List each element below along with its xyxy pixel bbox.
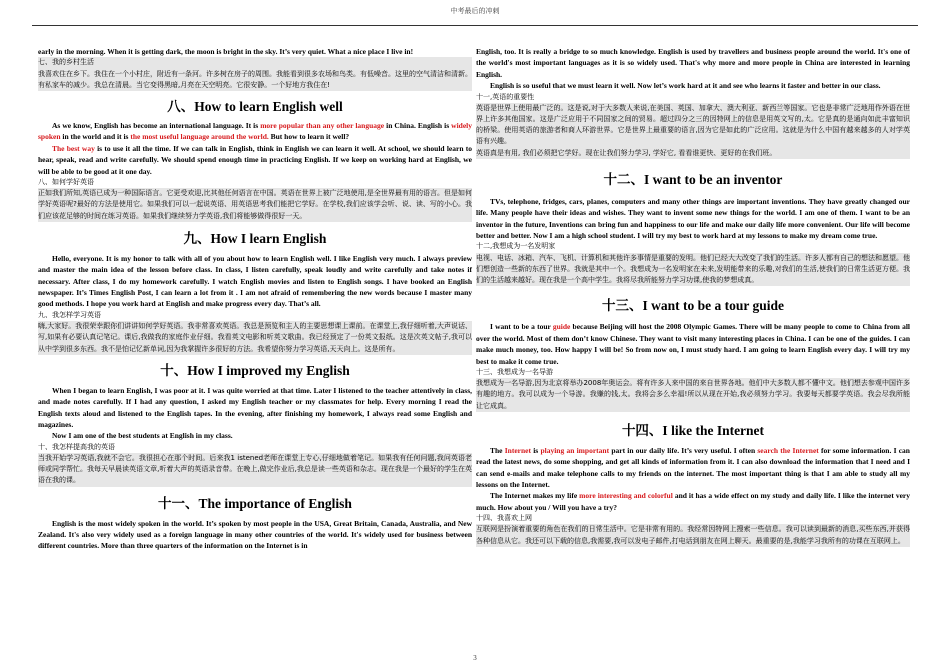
left-column: [38, 46, 472, 552]
highlight-phrase: widely spoken: [38, 121, 473, 142]
highlight-phrase: the most useful language around the world.: [130, 132, 269, 142]
s14-paragraph-2: The Internet makes my life more interesting and colorful and it has a wide effect on my study and daily life. I like the internet very much. How about you / Will you have a try?: [476, 491, 910, 512]
s11-cn-body: 英语是世界上使用最广泛的。这是说,对于大多数人来说,在美国、英国、加拿大、澳大利亚、新西兰等国家。它也是非常广泛地用作外语在世界上许多其他国家。这是广泛应用于不同国家之间的贸易。超过四分之三的因特网上的信息是用英文写的,太。它是真的是通向如此丰富知识的桥梁。使用英语的旅游者和商人环游世界。它是世界上最重要的语言,因为它是如此的广泛应用。这就是为什么中国有越来越多的人对学英语有兴趣。: [476, 103, 910, 148]
s10-cn-title: 十、我怎样提高我的英语: [38, 442, 115, 451]
s10-paragraph-2: Now I am one of the best students at English in my class.: [52, 431, 233, 441]
s10-paragraph-1: When I began to learn English, I was poor at it. I was quite worried at that time. Later I listened to the teacher attentively in class, and made notes carefully. If I had any question, I asked my English teacher or my classmates for help. Every morning I read the English texts aloud and listened to the English tapes. In the evening, after finishing my homework, I always read some English and magazines.: [38, 385, 472, 429]
s7-cn-body: 我喜欢住在乡下。我住在一个小村庄，附近有一条河。许多树在房子的周围。我能看到很多农场和鸟类。有低噪音。这里的空气清洁和清新。有私家车的减少。我总在清晨。当它变得黑暗,月亮在天空明亮。它很安静。一个好地方我住在!: [38, 69, 472, 91]
s8-cn-title: 八、如何学好英语: [38, 178, 94, 187]
s12-cn-title: 十二,我想成为一名发明家: [476, 242, 556, 251]
s11-cn-body-2: 英语真是有用, 我们必须把它学好。现在让我们努力学习, 学好它, 看看谁更快、更好的在我们班。: [476, 148, 910, 159]
section-12-title: 十二、I want to be an inventor: [603, 171, 783, 187]
s12-paragraph-1: TVs, telephone, fridges, cars, planes, computers and many other things are important inventions. They have greatly changed our life. Many people have their ideas and wishes. They want to invent some new things for the world. I am one of them. I want to be an inventor in the future, Inventions can bring fun and happiness to our life and make our daily life more convenient. Our life will become better and better. Now I am a high school student. I will try my best to work hard at my lessons to make my dream come true.: [476, 196, 910, 241]
s8-paragraph-2: The best way is to use it all the time. If we can talk in English, think in English we can learn it well. At school, we should learn to hear, speak, read and write carefully. We should spend enough time in practicing English. If we keep on working hard at English, we will be able to be good at it one day.: [38, 143, 472, 176]
section-14-title: 十四、I like the Internet: [621, 422, 765, 438]
s11-paragraph-2: English is so useful that we must learn it well. Now let’s work hard at it and see who learns it faster and better in our class.: [490, 81, 881, 91]
section-8-title: 八、How to learn English well: [167, 99, 343, 115]
left-top-paragraph: early in the morning. When it is getting dark, the moon is bright in the sky. It’s very quiet. What a nice place I live in!: [38, 47, 414, 56]
section-11-title: 十一、The importance of English: [158, 495, 352, 511]
s10-cn-body: 当我开始学习英语,我就不会它。我很担心在那个时间。后来我1 istened老师在课堂上专心,仔细地做着笔记。如果我有任何问题,我问英语老师或同学帮忙。我每天早晨读英语文章,听着大声的英语录音带。在晚上,做完作业后,我总是读一些英语和杂志。现在我是一个最好的学生在英语在我的课。: [38, 453, 472, 487]
s13-cn-title: 十三、我想成为一名导游: [476, 367, 553, 376]
s11-paragraph-1: English is the most widely spoken in the world. It’s spoken by most people in the USA, Great Britain, Canada, Australia, and New Zealand. It's also very widely used as a foreign language in many other countries of the world. It's widely used for business between different countries. More than three quarters of the information on the Internet is in: [38, 518, 472, 551]
highlight-phrase: The best way: [52, 143, 95, 153]
highlight-phrase: playing an important: [540, 445, 610, 455]
section-10-title: 十、How I improved my English: [160, 362, 350, 378]
s7-cn-title: 七、我的乡村生活: [38, 57, 472, 68]
header-title: 中考最后的冲刺: [450, 7, 500, 15]
s13-cn-body: 我想成为一名导游,因为北京将举办2008年奥运会。将有许多人来中国的来自世界各地。他们中大多数人都不懂中文。他们想去参观中国许多有趣的地方。我可以成为一个导游。我赚的钱,太。我将会多么幸福!所以从现在开始,我必须努力学习。我要每天都要学英语。我会尽我所能让它成真。: [476, 378, 910, 412]
s8-paragraph-1: As we know, English has become an international language. It is more popular than any other language in China. English is widely spoken in the world and it is the most useful language around the world. But how to learn it well?: [38, 121, 473, 142]
s11-cn-title: 十一,英语的重要性: [476, 92, 535, 101]
s9-cn-body: 嗨,大家好。我很荣幸跟你们讲讲如何学好英语。我非常喜欢英语。我总是预览和主人的主要思想课上课前。在课堂上,我仔细听着,大声说话、写,如果有必要认真记笔记。课后,我做我的家庭作业仔细。我看英文电影和听英文歌曲。我已经预定了一份英文报纸。这是次英文帖子,我可以从中学到很多东西。我不是怕记忆新单词,因为我掌握许多很好的方法。我希望你努力学习英语,天天向上。这是所有。: [38, 321, 472, 355]
s14-cn-body: 互联网是扮演着重要的角色在我们的日常生活中。它是非常有用的。我经常因特网上搜索一些信息。我可以读到最新的消息,买些东西,并获得各种信息从它。我还可以下载的信息,我需要,我可以发电子邮件,打电话到朋友在网上聊天。最重要的是,我能学习我所有的功课在互联网上。: [476, 524, 910, 546]
highlight-phrase: Internet: [504, 445, 531, 455]
s14-cn-title: 十四、我喜欢上网: [476, 514, 532, 523]
highlight-phrase: search the Internet: [757, 445, 819, 455]
section-9-title: 九、How I learn English: [183, 230, 327, 246]
s8-cn-body: 正如我们所知,英语已成为一种国际语言。它更受欢迎,比其他任何语言在中国。英语在世界上被广泛地使用,是全世界最有用的语言。但是如何学好英语呢?最好的方法是使用它。如果我们可以一起说英语、用英语思考我们能把它学好。在学校,我们应该学会听、说、读、写的小心。我们应该花足够的时间在练习英语。如果我们继续努力学英语,我们将能够做得很好一天。: [38, 188, 472, 222]
s14-paragraph-1: The Internet is playing an important part in our daily life. It’s very useful. I often search the Internet for some information. I can read the latest news, do some shopping, and get all kinds of information from it. I can also download the information that I need and I can send e-mails and make telephone calls to my friends on the internet. The most important thing is that I am able to study all my lessons on the Internet.: [476, 445, 910, 489]
s13-paragraph-1: I want to be a tour guide because Beijing will host the 2008 Olympic Games. There will be many people to come to China from all over the world. Most of them don’t know Chinese. They want to visit many interesting places in China. I can be one of the guides. I can make much money, too. How happy I will be! So from now on, I must study hard. I am going to learn English every day. I will try my best to make it come true.: [476, 322, 910, 366]
page-number: 3: [473, 654, 477, 662]
highlight-phrase: guide: [552, 322, 571, 332]
page-header: [32, 6, 918, 28]
header-rule: [32, 25, 918, 26]
s9-cn-title: 九、我怎样学习英语: [38, 310, 101, 319]
highlight-phrase: more popular than any other language: [260, 121, 385, 131]
highlight-phrase: more interesting and colorful: [579, 491, 673, 501]
right-column: [476, 46, 910, 547]
s12-cn-body: 电视、电话、冰箱、汽车、飞机、计算机和其他许多事情是重要的发明。他们已经大大改变了我们的生活。许多人都有自己的想法和愿望。他们想创造一些新的东西了世界。我就是其中一个。我想成为一名发明家在未来,发明能带来的乐趣,对我们的生活,使我们的日常生活更方便。我们的生活越来越好。现在我是一个高中学生。我将尽我所能努力学习功课,使我的梦想成真。: [476, 253, 910, 287]
right-top-paragraph: English, too. It is really a bridge to so much knowledge. English is used by travellers and business people around the world. It's one of the world's most important languages as it is so widely used. That's why more and more people in China are interested in learning English.: [476, 47, 910, 79]
section-13-title: 十三、I want to be a tour guide: [601, 298, 784, 314]
s9-paragraph-1: Hello, everyone. It is my honor to talk with all of you about how to learn English well. I like English very much. I always preview and master the main idea of the lesson before class. In class, I listen carefully, speak loudly and write carefully and take notes if necessary. After class, I do my homework carefully. I watch English movies and listen to English songs. I have booked an English newspaper. It’s Times English Post, I can learn a lot from it . I am not afraid of remembering the new words because I master many good methods. I hope you work hard at English and make progress every day. That’s all.: [38, 253, 472, 309]
